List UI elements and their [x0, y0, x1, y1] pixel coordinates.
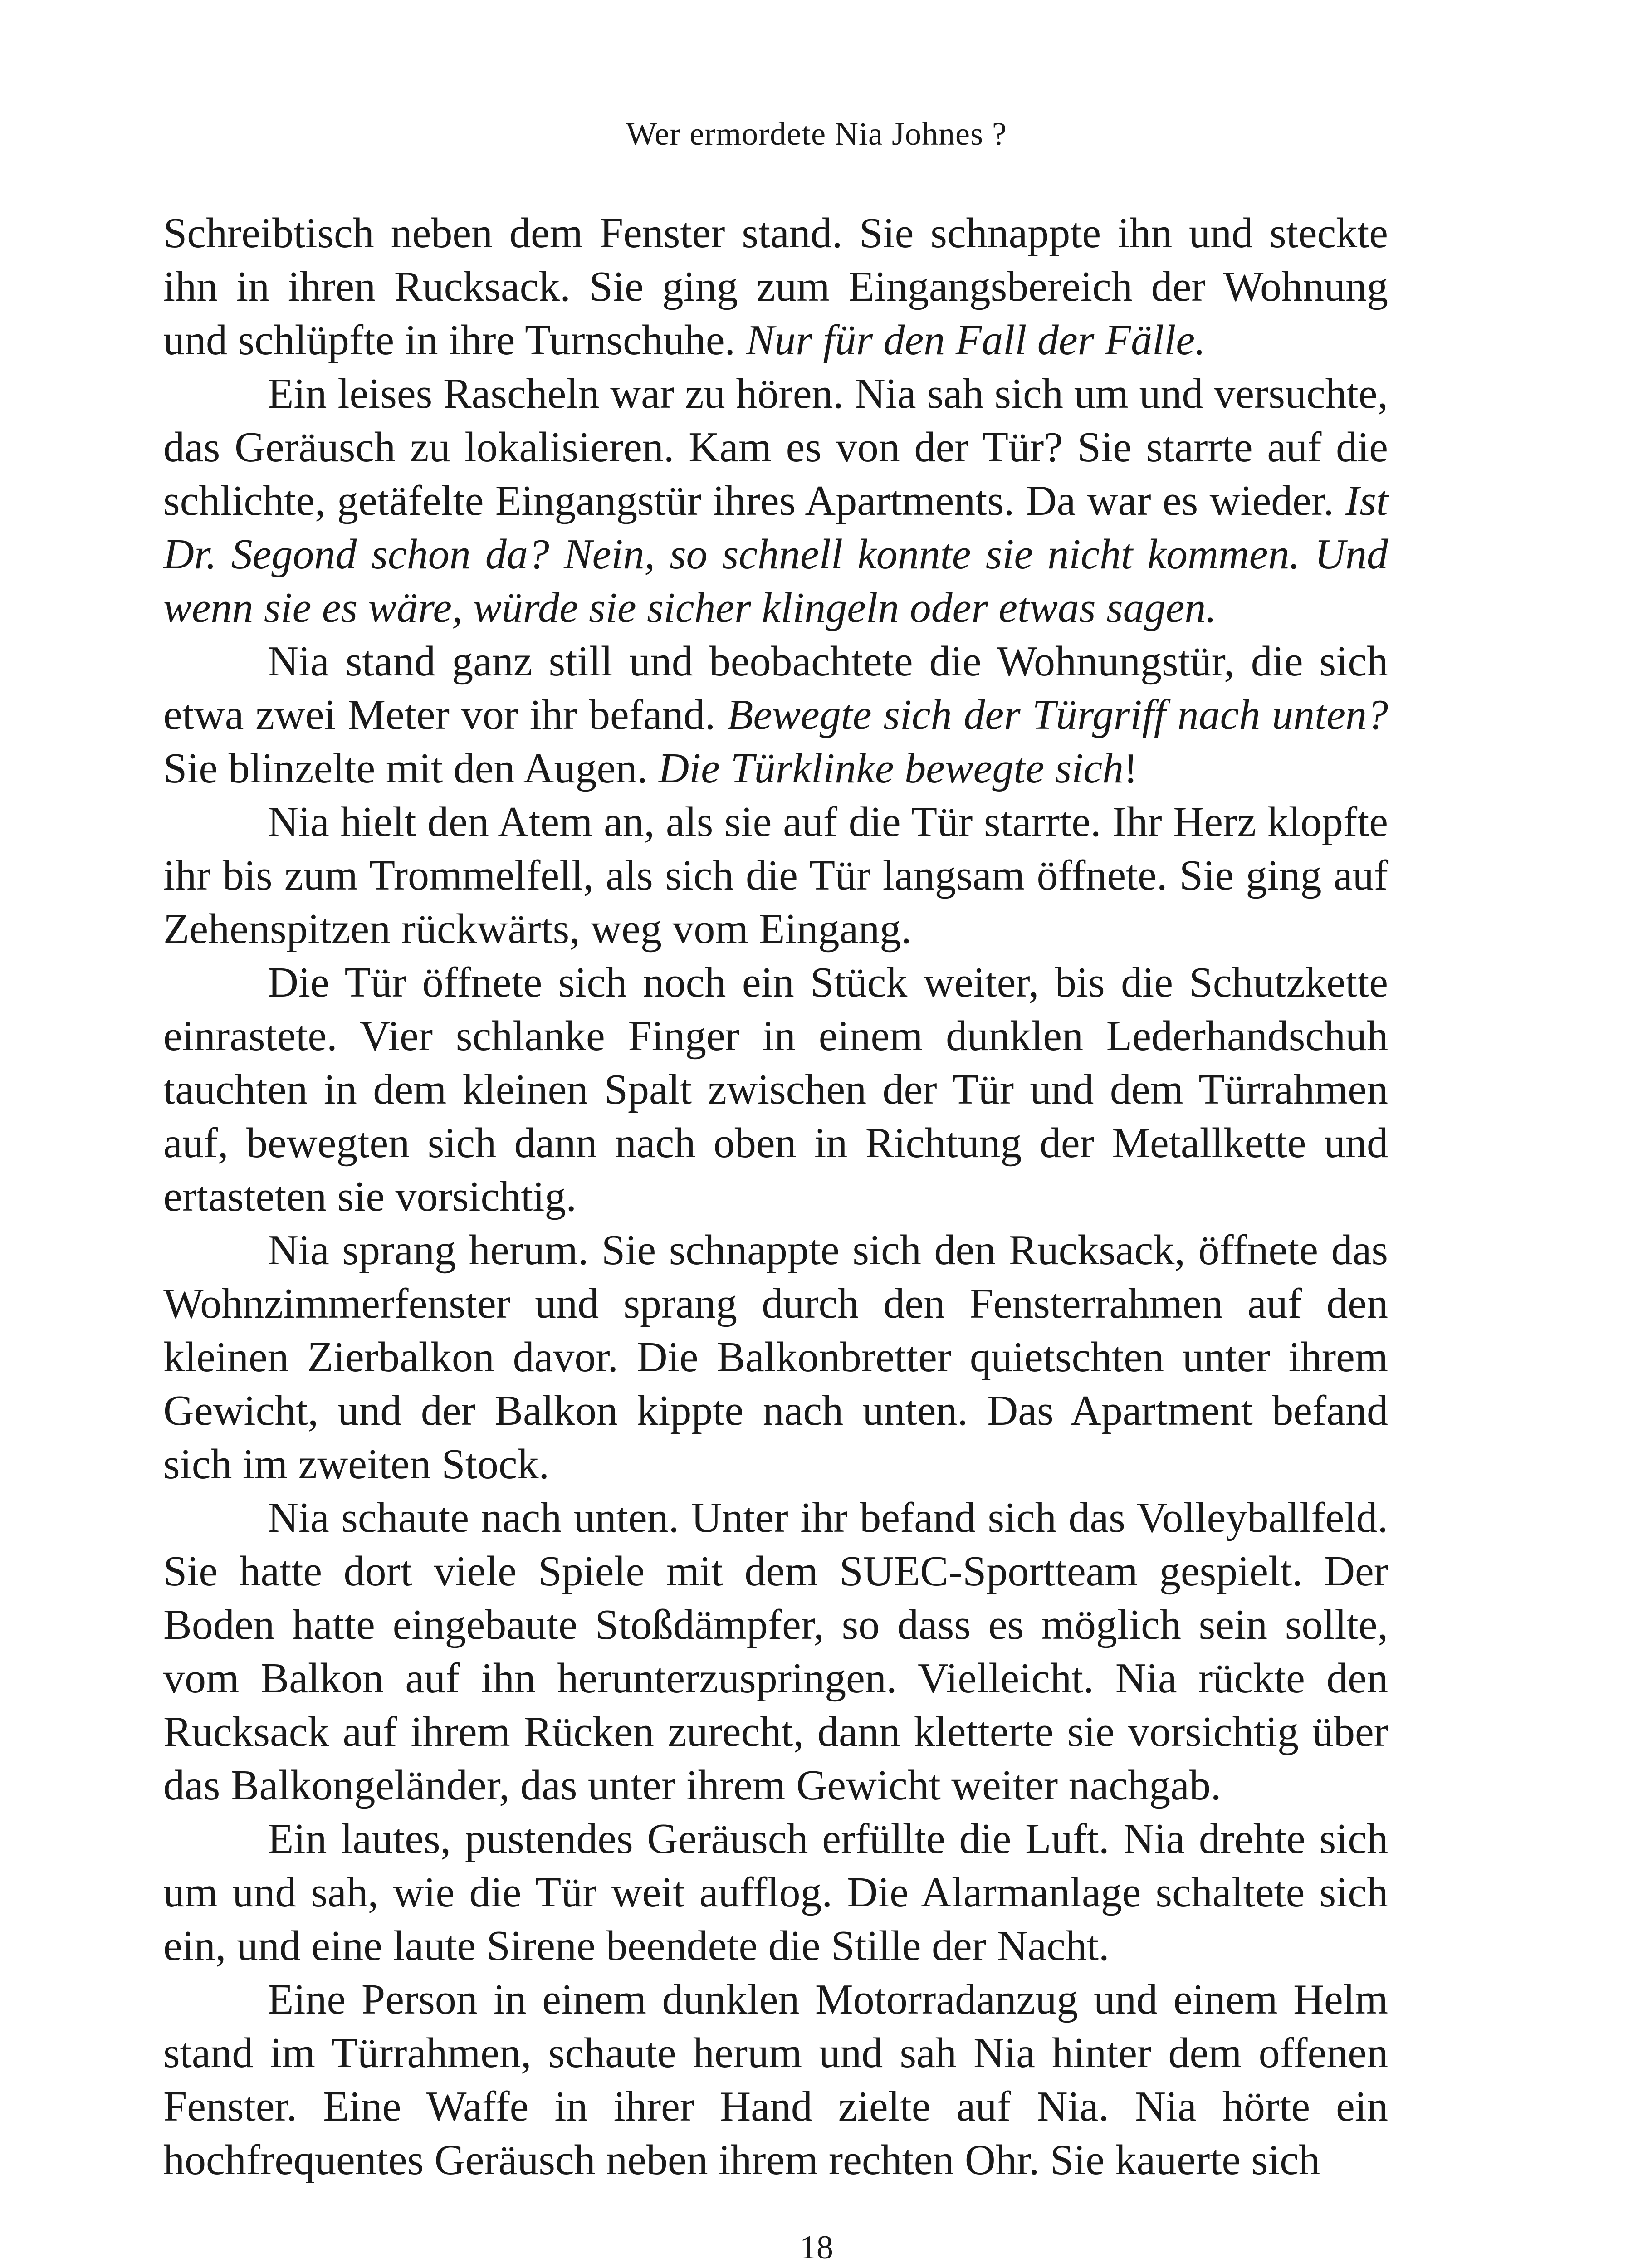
paragraph [163, 1223, 1388, 1491]
paragraph [163, 635, 1388, 795]
text-run: Nia hielt den Atem an, als sie auf die Tür starrte. Ihr Herz klopfte ihr bis zum Trommelfell, als sich die Tür langsam öffnete. Sie ging auf Zehenspitzen rückwärts, weg vom Eingang. [163, 798, 1388, 953]
text-run: ! [1124, 745, 1138, 792]
paragraph [163, 1973, 1388, 2187]
text-run: Nia stand ganz still und beobachtete die Wohnungstür, die sich etwa zwei Meter vor ihr befand. [163, 638, 1388, 738]
body-text [163, 206, 1388, 2187]
paragraph [163, 956, 1388, 1223]
text-run: Die Tür öffnete sich noch ein Stück weiter, bis die Schutzkette einrastete. Vier schlanke Finger in einem dunklen Lederhandschuh tauchten in dem kleinen Spalt zwischen der Tür und dem Türrahmen auf, bewegten sich dann nach oben in Richtung der Metallkette und ertasteten sie vorsichtig. [163, 959, 1388, 1220]
text-run: Ein leises Rascheln war zu hören. Nia sah sich um und versuchte, das Geräusch zu lokalisieren. Kam es von der Tür? Sie starrte auf die schlichte, getäfelte Eingangstür ihres Apartments. Da war es wieder. [163, 370, 1388, 524]
italic-text: Nur für den Fall der Fälle. [746, 317, 1206, 364]
running-head: Wer ermordete Nia Johnes ? [626, 116, 1007, 152]
italic-text: Bewegte sich der Türgriff nach unten? [727, 691, 1388, 738]
paragraph [163, 795, 1388, 956]
text-run: Ein lautes, pustendes Geräusch erfüllte die Luft. Nia drehte sich um und sah, wie die Tür weit aufflog. Die Alarmanlage schaltete sich ein, und eine laute Sirene beendete die Stille der Nacht. [163, 1815, 1388, 1970]
italic-text: Die Türklinke bewegte sich [658, 745, 1124, 792]
page-number: 18 [800, 2229, 833, 2266]
paragraph [163, 1812, 1388, 1973]
text-run: Sie blinzelte mit den Augen. [163, 745, 659, 792]
text-run: Nia sprang herum. Sie schnappte sich den Rucksack, öffnete das Wohnzimmerfenster und sprang durch den Fensterrahmen auf den kleinen Zierbalkon davor. Die Balkonbretter quietschten unter ihrem Gewicht, und der Balkon kippte nach unten. Das Apartment befand sich im zweiten Stock. [163, 1227, 1388, 1488]
text-run: Schreibtisch neben dem Fenster stand. Sie schnappte ihn und steckte ihn in ihren Rucksack. Sie ging zum Eingangsbereich der Wohnung und schlüpfte in ihre Turnschuhe. [163, 210, 1388, 364]
paragraph [163, 206, 1388, 367]
text-run: Eine Person in einem dunklen Motorradanzug und einem Helm stand im Türrahmen, schaute herum und sah Nia hinter dem offenen Fenster. Eine Waffe in ihrer Hand zielte auf Nia. Nia hörte ein hochfrequentes Geräusch neben ihrem rechten Ohr. Sie kauerte sich [163, 1976, 1388, 2184]
italic-text: Ist Dr. Segond schon da? Nein, so schnell konnte sie nicht kommen. Und wenn sie es wäre, würde sie sicher klingeln oder etwas sagen. [163, 477, 1388, 631]
text-run: Nia schaute nach unten. Unter ihr befand sich das Volleyballfeld. Sie hatte dort viele Spiele mit dem SUEC-Sportteam gespielt. Der Boden hatte eingebaute Stoßdämpfer, so dass es möglich sein sollte, vom Balkon auf ihn herunterzuspringen. Vielleicht. Nia rückte den Rucksack auf ihrem Rücken zurecht, dann kletterte sie vorsichtig über das Balkongeländer, das unter ihrem Gewicht weiter nachgab. [163, 1494, 1388, 1809]
paragraph [163, 367, 1388, 635]
paragraph [163, 1491, 1388, 1812]
